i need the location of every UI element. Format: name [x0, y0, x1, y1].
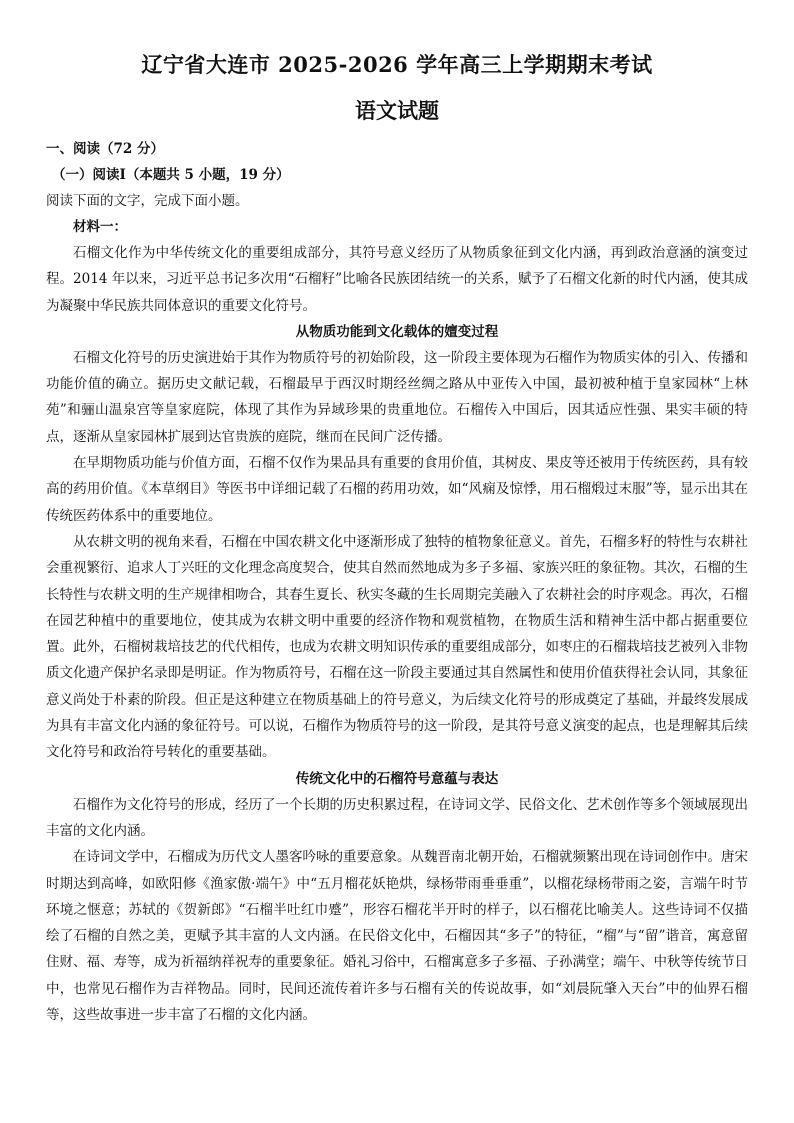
exam-title: 辽宁省大连市 2025-2026 学年高三上学期期末考试 — [141, 52, 653, 77]
article-heading-1: 从物质功能到文化载体的嬗变过程 — [295, 323, 499, 340]
paragraph-2: 石榴文化符号的历史演进始于其作为物质符号的初始阶段，这一阶段主要体现为石榴作为物质实体的引入、传播和功能价值的确立。据历史文献记载，石榴最早于西汉时期经丝绸之路从中亚传入中国，最初被种植于皇家园林“上林苑”和骊山温泉宫等皇家庭院，体现了其作为异域珍果的贵重地位。石榴传入中国后，因其适应性强、果实丰硕的特点，逐渐从皇家园林扩展到达官贵族的庭院，继而在民间广泛传播。 — [46, 349, 748, 445]
exam-subtitle: 语文试题 — [355, 98, 439, 123]
article-heading-2: 传统文化中的石榴符号意蕴与表达 — [295, 770, 499, 787]
paragraph-6: 在诗词文学中，石榴成为历代文人墨客吟咏的重要意象。从魏晋南北朝开始，石榴就频繁出现在诗词创作中。唐宋时期达到高峰，如欧阳修《渔家傲·端午》中“五月榴花妖艳烘，绿杨带雨垂垂重”，以榴花绿杨带雨之姿，言端午时节环境之惬意；苏轼的《贺新郎》“石榴半吐红巾蹙”，形容石榴花半开时的样子，以石榴花比喻美人。这些诗词不仅描绘了石榴的自然之美，更赋予其丰富的人文内涵。在民俗文化中，石榴因其“多子”的特征，“榴”与“留”谐音，寓意留住财、福、寿等，成为祈福纳祥祝寿的重要象征。婚礼习俗中，石榴寓意多子多福、子孙满堂；端午、中秋等传统节日中，也常见石榴作为吉祥物品。同时，民间还流传着许多与石榴有关的传说故事，如“刘晨阮肇入天台”中的仙界石榴等，这些故事进一步丰富了石榴的文化内涵。 — [46, 849, 748, 1024]
instruction-text: 阅读下面的文字，完成下面小题。 — [46, 193, 249, 209]
section-heading: 一、阅读（72 分） — [46, 141, 164, 157]
subsection-heading: （一）阅读Ⅰ（本题共 5 小题，19 分） — [52, 167, 290, 183]
paragraph-3: 在早期物质功能与价值方面，石榴不仅作为果品具有重要的食用价值，其树皮、果皮等还被用于传统医药，具有较高的药用价值。《本草纲目》等医书中详细记载了石榴的药用功效，如“风痫及惊悸，用石榴煅过末服”等，显示出其在传统医药体系中的重要地位。 — [46, 455, 748, 524]
material-label: 材料一： — [73, 219, 127, 235]
paragraph-1: 石榴文化作为中华传统文化的重要组成部分，其符号意义经历了从物质象征到文化内涵，再到政治意涵的演变过程。2014 年以来，习近平总书记多次用“石榴籽”比喻各民族团结统一的关系，赋予了石榴文化新的时代内涵，使其成为凝聚中华民族共同体意识的重要文化符号。 — [46, 245, 748, 314]
paragraph-5: 石榴作为文化符号的形成，经历了一个长期的历史积累过程，在诗词文学、民俗文化、艺术创作等多个领域展现出丰富的文化内涵。 — [46, 796, 748, 839]
paragraph-4: 从农耕文明的视角来看，石榴在中国农耕文化中逐渐形成了独特的植物象征意义。首先，石榴多籽的特性与农耕社会重视繁衍、追求人丁兴旺的文化理念高度契合，使其自然而然地成为多子多福、家族兴旺的象征物。其次，石榴的生长特性与农耕文明的生产规律相吻合，其春生夏长、秋实冬藏的生长周期完美融入了农耕社会的时序观念。再次，石榴在园艺种植中的重要地位，使其成为农耕文明中重要的经济作物和观赏植物，在物质生活和精神生活中都占据重要位置。此外，石榴树栽培技艺的代代相传，也成为农耕文明知识传承的重要组成部分，如枣庄的石榴栽培技艺被列入非物质文化遗产保护名录即是明证。作为物质符号，石榴在这一阶段主要通过其自然属性和使用价值获得社会认同，其象征意义尚处于朴素的阶段。但正是这种建立在物质基础上的符号意义，为后续文化符号的形成奠定了基础，并最终发展成为具有丰富文化内涵的象征符号。可以说，石榴作为物质符号的这一阶段，是其符号意义演变的起点，也是理解其后续文化符号和政治符号转化的重要基础。 — [46, 533, 748, 761]
